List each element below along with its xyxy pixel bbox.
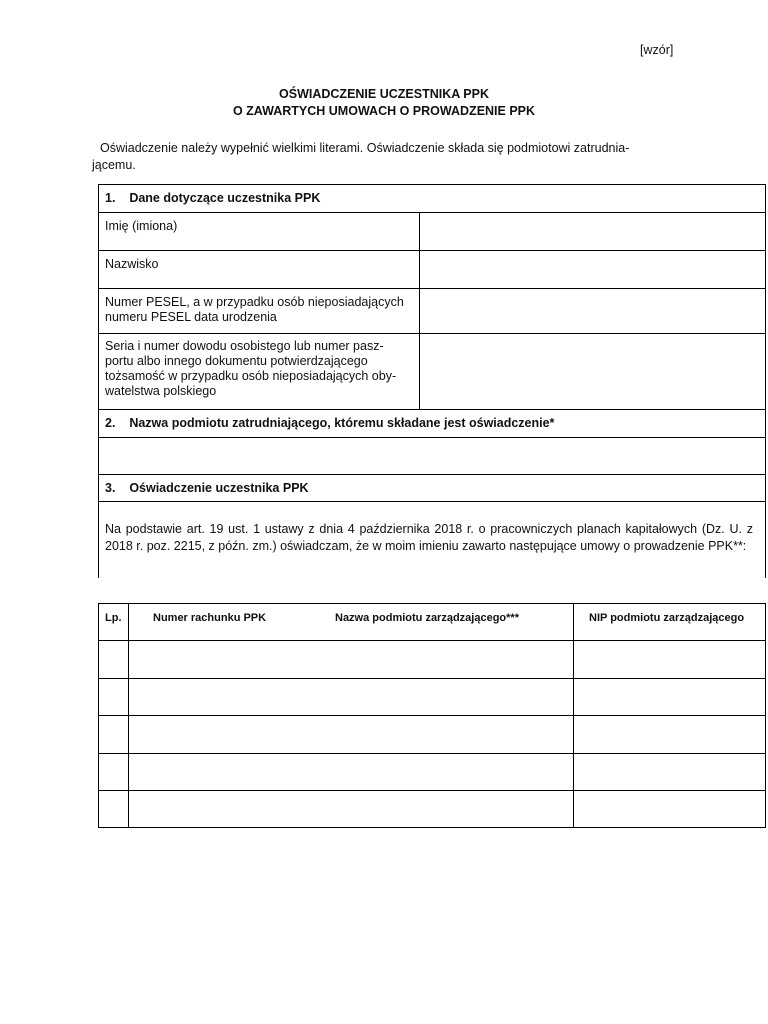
first-name-field[interactable]: [421, 213, 765, 250]
section-2-header: [99, 409, 765, 437]
first-name-label: Imię (imiona): [105, 219, 178, 233]
template-tag: [wzór]: [640, 43, 674, 57]
employer-name-row: [99, 437, 765, 474]
section-1-heading: 1. Dane dotyczące uczestnika PPK: [105, 191, 321, 205]
table-row-5-nip[interactable]: [574, 791, 765, 827]
pesel-label: Numer PESEL, a w przypadku osób nieposiadających numeru PESEL data urodzenia: [105, 295, 404, 324]
table-row-3-lp[interactable]: [99, 716, 128, 753]
field-row-first-name: [99, 212, 765, 250]
table-row-1-account[interactable]: [129, 641, 573, 678]
table-row-5-account[interactable]: [129, 791, 573, 827]
last-name-label: Nazwisko: [105, 257, 159, 271]
table-row-4-lp[interactable]: [99, 754, 128, 790]
participant-form: [98, 184, 766, 578]
table-row-1-nip[interactable]: [574, 641, 765, 678]
table-row-4-nip[interactable]: [574, 754, 765, 790]
table-row-1-lp[interactable]: [99, 641, 128, 678]
table-row-2-nip[interactable]: [574, 679, 765, 715]
section-1-header: [99, 184, 765, 212]
declaration-text: Na podstawie art. 19 ust. 1 ustawy z dnia 4 października 2018 r. o pracowniczych planach kapitałowych (Dz. U. z 2018 r. poz. 2215, z późn. zm.) oświadczam, że w moim imieniu zawarto następujące umowy o prowadzenie PPK**:: [105, 522, 753, 553]
table-row-2-account[interactable]: [129, 679, 573, 715]
column-divider: [419, 289, 420, 333]
employer-name-field[interactable]: [99, 438, 765, 474]
last-name-field[interactable]: [421, 251, 765, 288]
instructions: Oświadczenie należy wypełnić wielkimi literami. Oświadczenie składa się podmiotowi zatrudnia-jącemu.: [92, 141, 630, 172]
table-row-3-nip[interactable]: [574, 716, 765, 753]
column-divider: [419, 251, 420, 288]
section-3-divider: [99, 501, 765, 502]
field-row-last-name: [99, 250, 765, 288]
header-manager-nip: NIP podmiotu zarządzającego: [589, 612, 745, 624]
field-row-pesel: [99, 288, 765, 333]
id-document-field[interactable]: [421, 334, 765, 409]
header-account-number: Numer rachunku PPK: [153, 612, 267, 624]
field-row-id-document: [99, 333, 765, 409]
page-title: [0, 86, 768, 120]
pesel-field[interactable]: [421, 289, 765, 333]
section-3-heading: 3. Oświadczenie uczestnika PPK: [105, 481, 309, 495]
contracts-table: [98, 603, 766, 828]
column-divider: [419, 334, 420, 409]
column-divider: [419, 213, 420, 250]
table-row-2-lp[interactable]: [99, 679, 128, 715]
table-row-3-account[interactable]: [129, 716, 573, 753]
title-line-2: O ZAWARTYCH UMOWACH O PROWADZENIE PPK: [232, 104, 536, 118]
section-2-heading: 2. Nazwa podmiotu zatrudniającego, któremu składane jest oświadczenie*: [105, 416, 555, 430]
header-lp: Lp.: [105, 612, 122, 624]
table-row-5-lp[interactable]: [99, 791, 128, 827]
table-row-4-account[interactable]: [129, 754, 573, 790]
title-line-1: OŚWIADCZENIE UCZESTNIKA PPK: [279, 87, 489, 101]
id-document-label: Seria i numer dowodu osobistego lub numer pasz-portu albo innego dokumentu potwierdzającego tożsamość w przypadku osób nieposiadających oby-watelstwa polskiego: [105, 339, 397, 398]
section-3-header: [99, 474, 765, 578]
header-manager-name: Nazwa podmiotu zarządzającego***: [335, 612, 519, 624]
